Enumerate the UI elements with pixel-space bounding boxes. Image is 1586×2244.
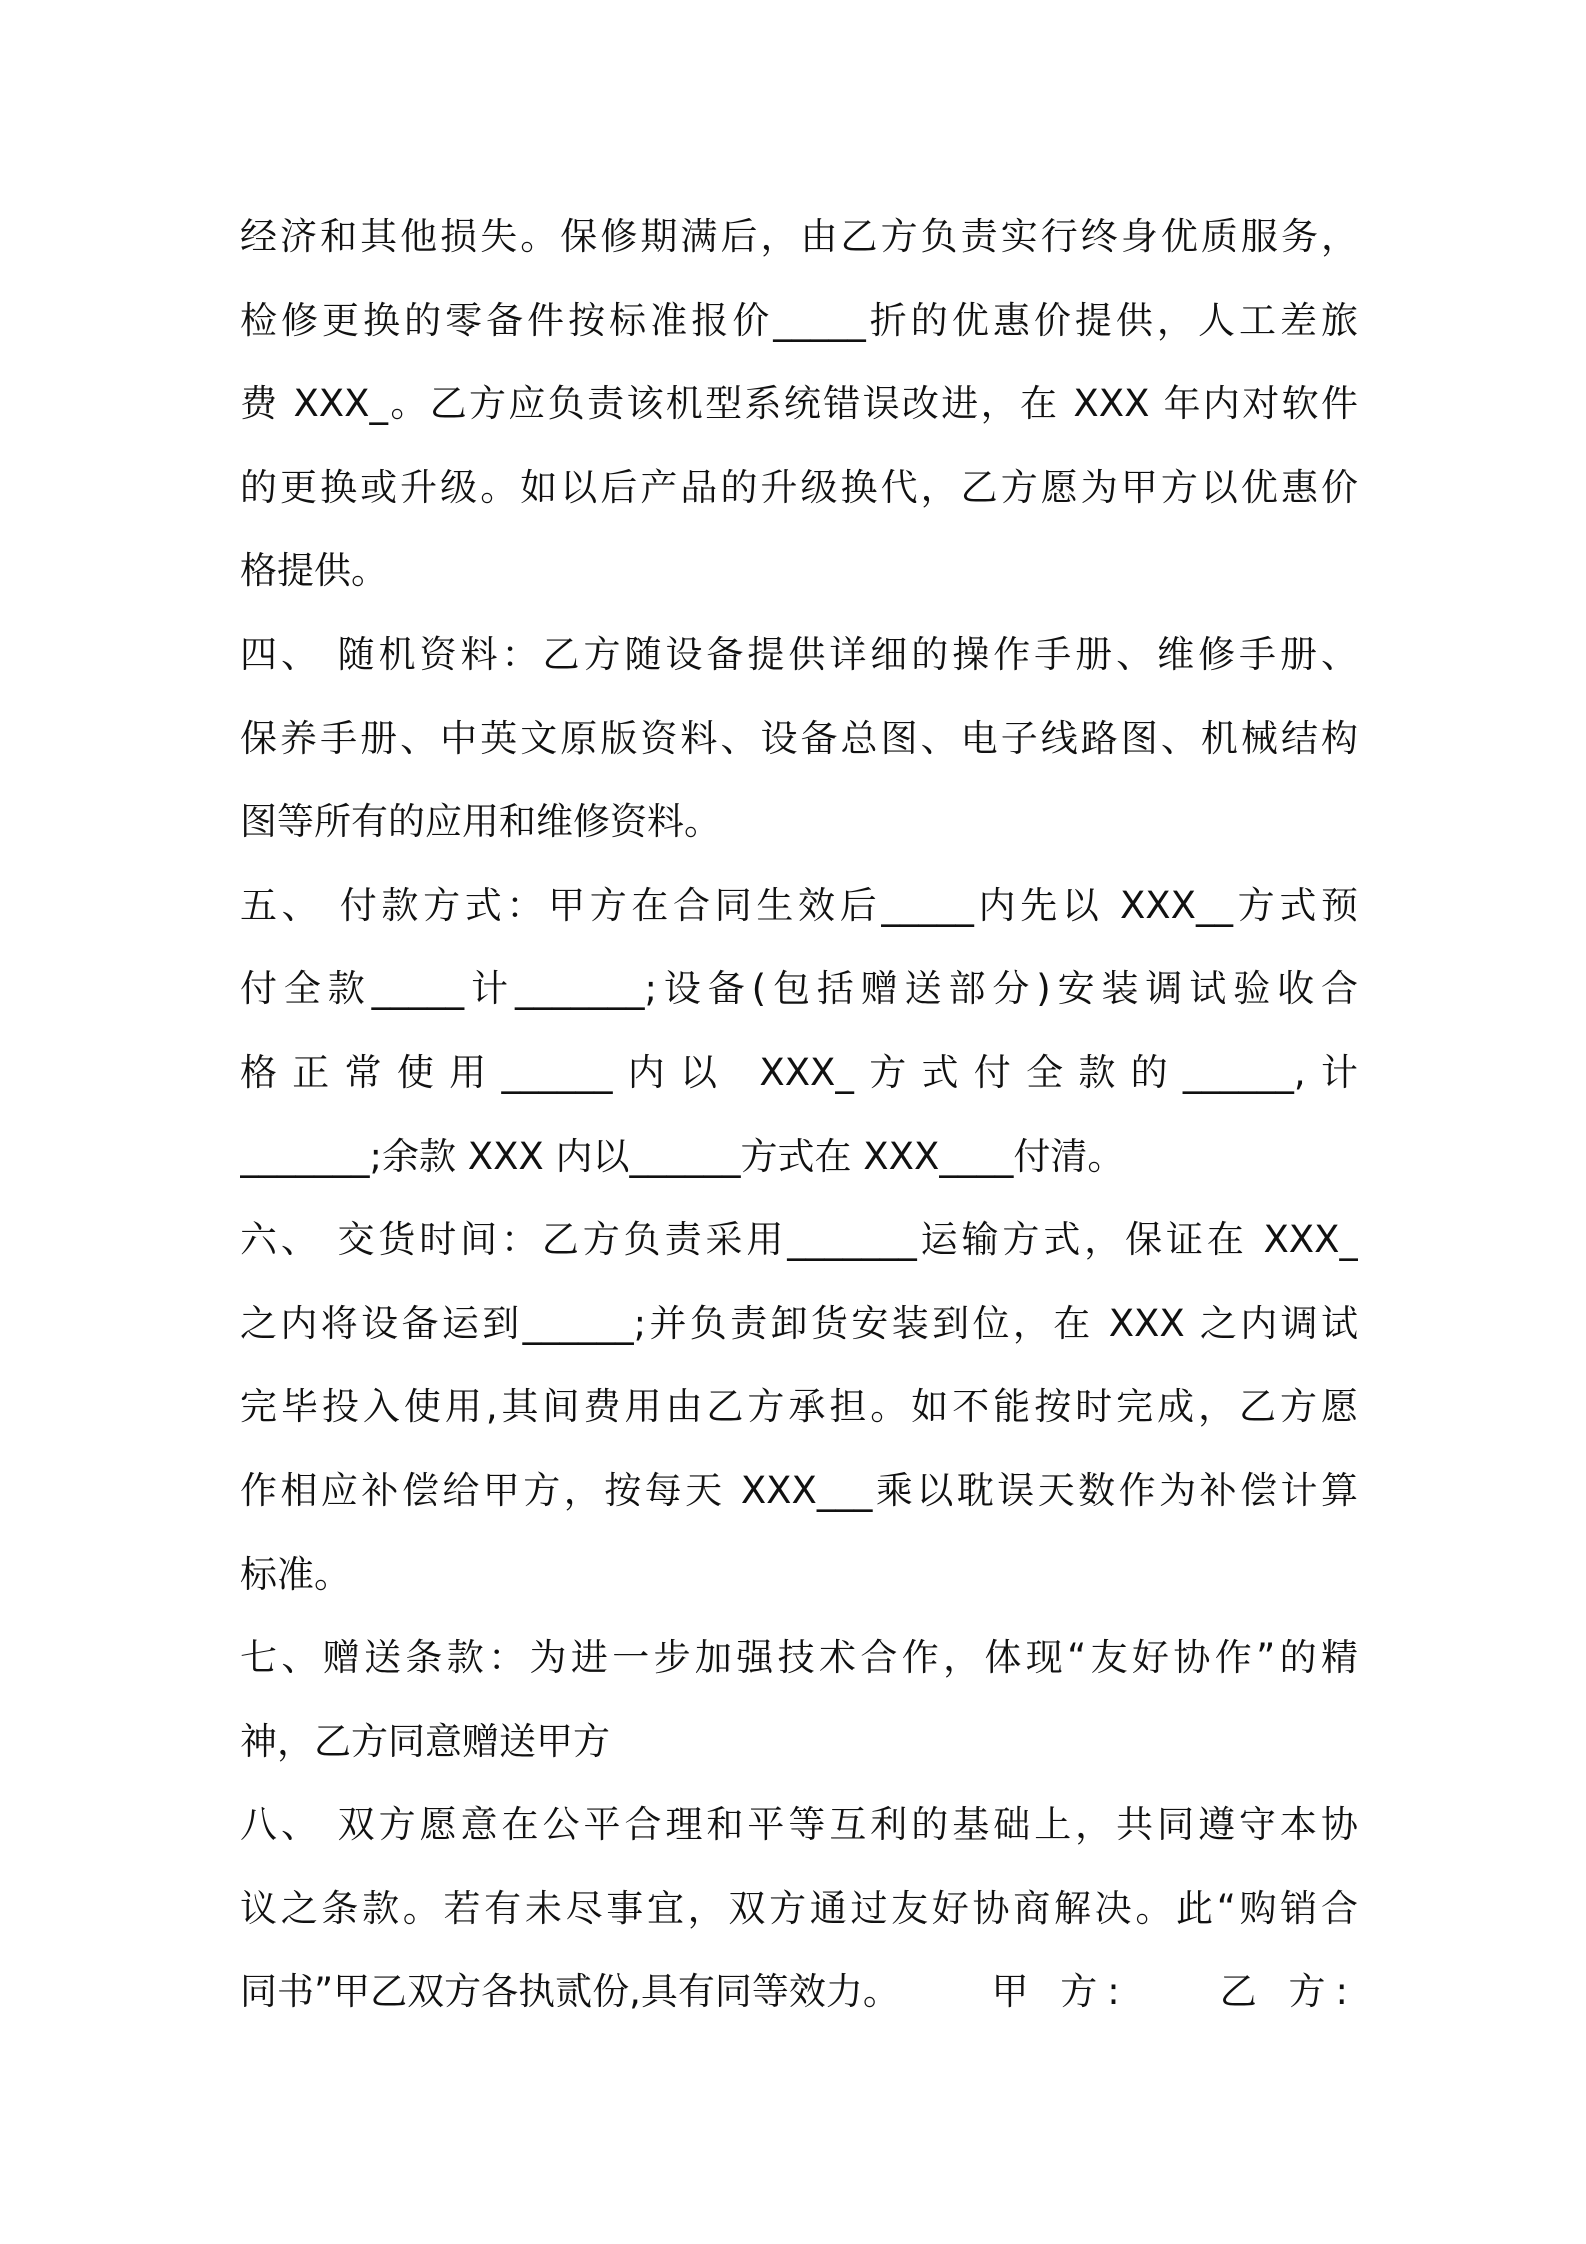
text-line: _______;余款 XXX 内以______方式在 XXX____付清。	[240, 1134, 1125, 1178]
text-line: 作相应补偿给甲方，按每天 XXX___乘以耽误天数作为补偿计算	[240, 1468, 1358, 1512]
text-line: 标准。	[240, 1552, 351, 1596]
signature-line	[240, 1950, 1358, 2034]
text-line: 图等所有的应用和维修资料。	[240, 800, 721, 844]
party-b-label: 乙 方:	[1219, 1970, 1358, 2014]
text-line: 格正常使用______内以 XXX_方式付全款的______,计	[240, 1050, 1358, 1094]
text-line: 之内将设备运到______;并负责卸货安装到位，在 XXX 之内调试	[240, 1301, 1358, 1345]
signature-labels	[992, 1950, 1358, 2034]
text-line: 完毕投入使用,其间费用由乙方承担。如不能按时完成，乙方愿	[240, 1385, 1358, 1429]
text-line: 费 XXX_。乙方应负责该机型系统错误改进，在 XXX 年内对软件	[240, 382, 1358, 426]
clause-5-heading-line: 五、 付款方式：甲方在合同生效后_____内先以 XXX__方式预	[240, 883, 1358, 927]
text-line: 付全款_____计_______;设备(包括赠送部分)安装调试验收合	[240, 967, 1358, 1011]
clause-7-heading-line: 七、赠送条款：为进一步加强技术合作，体现“友好协作”的精	[240, 1636, 1358, 1680]
text-line: 神，乙方同意赠送甲方	[240, 1719, 610, 1763]
text-line: 经济和其他损失。保修期满后，由乙方负责实行终身优质服务，	[240, 215, 1358, 258]
party-a-label: 甲 方:	[991, 1970, 1130, 2014]
text-line: 保养手册、中英文原版资料、设备总图、电子线路图、机械结构	[240, 716, 1358, 760]
contract-body	[240, 195, 1358, 2034]
clause-8-heading-line: 八、 双方愿意在公平合理和平等互利的基础上，共同遵守本协	[240, 1803, 1358, 1847]
text-line: 的更换或升级。如以后产品的升级换代，乙方愿为甲方以优惠价	[240, 465, 1358, 509]
clause-4-heading-line: 四、 随机资料：乙方随设备提供详细的操作手册、维修手册、	[240, 632, 1358, 676]
text-line: 格提供。	[240, 549, 388, 593]
clause-6-heading-line: 六、 交货时间：乙方负责采用_______运输方式，保证在 XXX_	[240, 1218, 1358, 1262]
closing-text: 同书”甲乙双方各执贰份,具有同等效力。	[240, 1970, 900, 2014]
text-line: 检修更换的零备件按标准报价_____折的优惠价提供，人工差旅	[240, 298, 1358, 342]
text-line: 议之条款。若有未尽事宜，双方通过友好协商解决。此“购销合	[240, 1886, 1358, 1930]
